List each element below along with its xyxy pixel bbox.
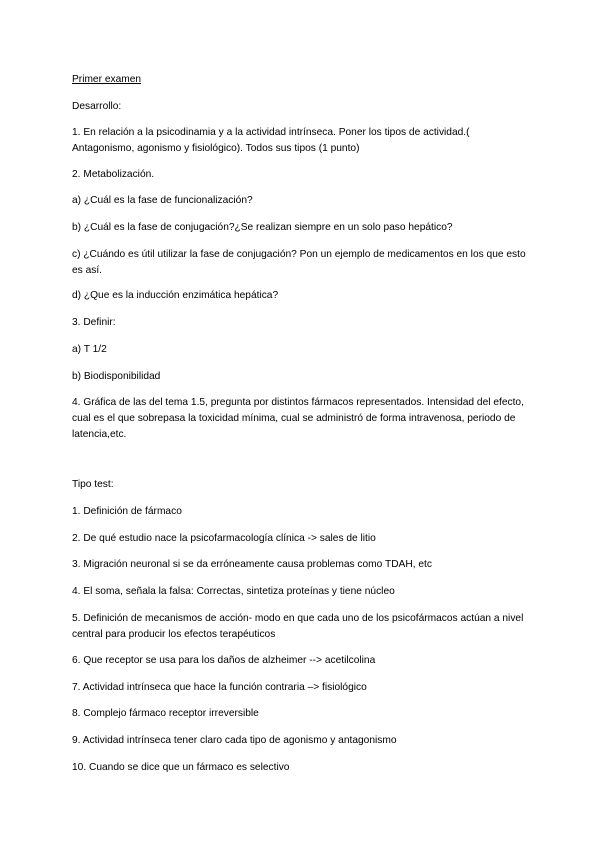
desarrollo-item-2d: d) ¿Que es la inducción enzimática hepática? (72, 290, 279, 301)
desarrollo-item-1: 1. En relación a la psicodinamia y a la actividad intrínseca. Poner los tipos de actividad.( Antagonismo, agonismo y fisiológico). Todos sus tipos (1 punto) (72, 127, 470, 154)
page-title: Primer examen (72, 74, 142, 85)
test-item-7: 7. Actividad intrínseca que hace la función contraria –> fisiológico (72, 682, 367, 693)
desarrollo-item-3b: b) Biodisponibilidad (72, 371, 161, 382)
desarrollo-item-4: 4. Gráfica de las del tema 1.5, pregunta por distintos fármacos representados. Intensidad del efecto, cual es el que sobrepasa la toxicidad mínima, cual se administró de forma intravenosa, periodo de latencia,etc. (72, 397, 524, 440)
test-item-1: 1. Definición de fármaco (72, 506, 182, 517)
desarrollo-item-2: 2. Metabolización. (72, 169, 155, 180)
desarrollo-item-2a: a) ¿Cuál es la fase de funcionalización? (72, 195, 253, 206)
test-item-9: 9. Actividad intrínseca tener claro cada tipo de agonismo y antagonismo (72, 735, 397, 746)
section-heading-tipo-test: Tipo test: (72, 479, 114, 490)
test-item-3: 3. Migración neuronal si se da erróneamente causa problemas como TDAH, etc (72, 559, 432, 570)
test-item-10: 10. Cuando se dice que un fármaco es selectivo (72, 762, 290, 773)
test-item-6: 6. Que receptor se usa para los daños de alzheimer --> acetilcolina (72, 655, 376, 666)
test-item-5: 5. Definición de mecanismos de acción- modo en que cada uno de los psicofármacos actúan a nivel central para producir los efectos terapéuticos (72, 613, 524, 640)
test-item-2: 2. De qué estudio nace la psicofarmacología clínica -> sales de litio (72, 533, 376, 544)
desarrollo-item-2c: c) ¿Cuándo es útil utilizar la fase de conjugación? Pon un ejemplo de medicamentos en los que esto es así. (72, 249, 526, 276)
test-item-8: 8. Complejo fármaco receptor irreversible (72, 708, 259, 719)
desarrollo-item-2b: b) ¿Cuál es la fase de conjugación?¿Se realizan siempre en un solo paso hepático? (72, 222, 453, 233)
desarrollo-item-3a: a) T 1/2 (72, 344, 107, 355)
section-heading-desarrollo: Desarrollo: (72, 101, 122, 112)
test-item-4: 4. El soma, señala la falsa: Correctas, sintetiza proteínas y tiene núcleo (72, 586, 395, 597)
desarrollo-item-3: 3. Definir: (72, 317, 116, 328)
